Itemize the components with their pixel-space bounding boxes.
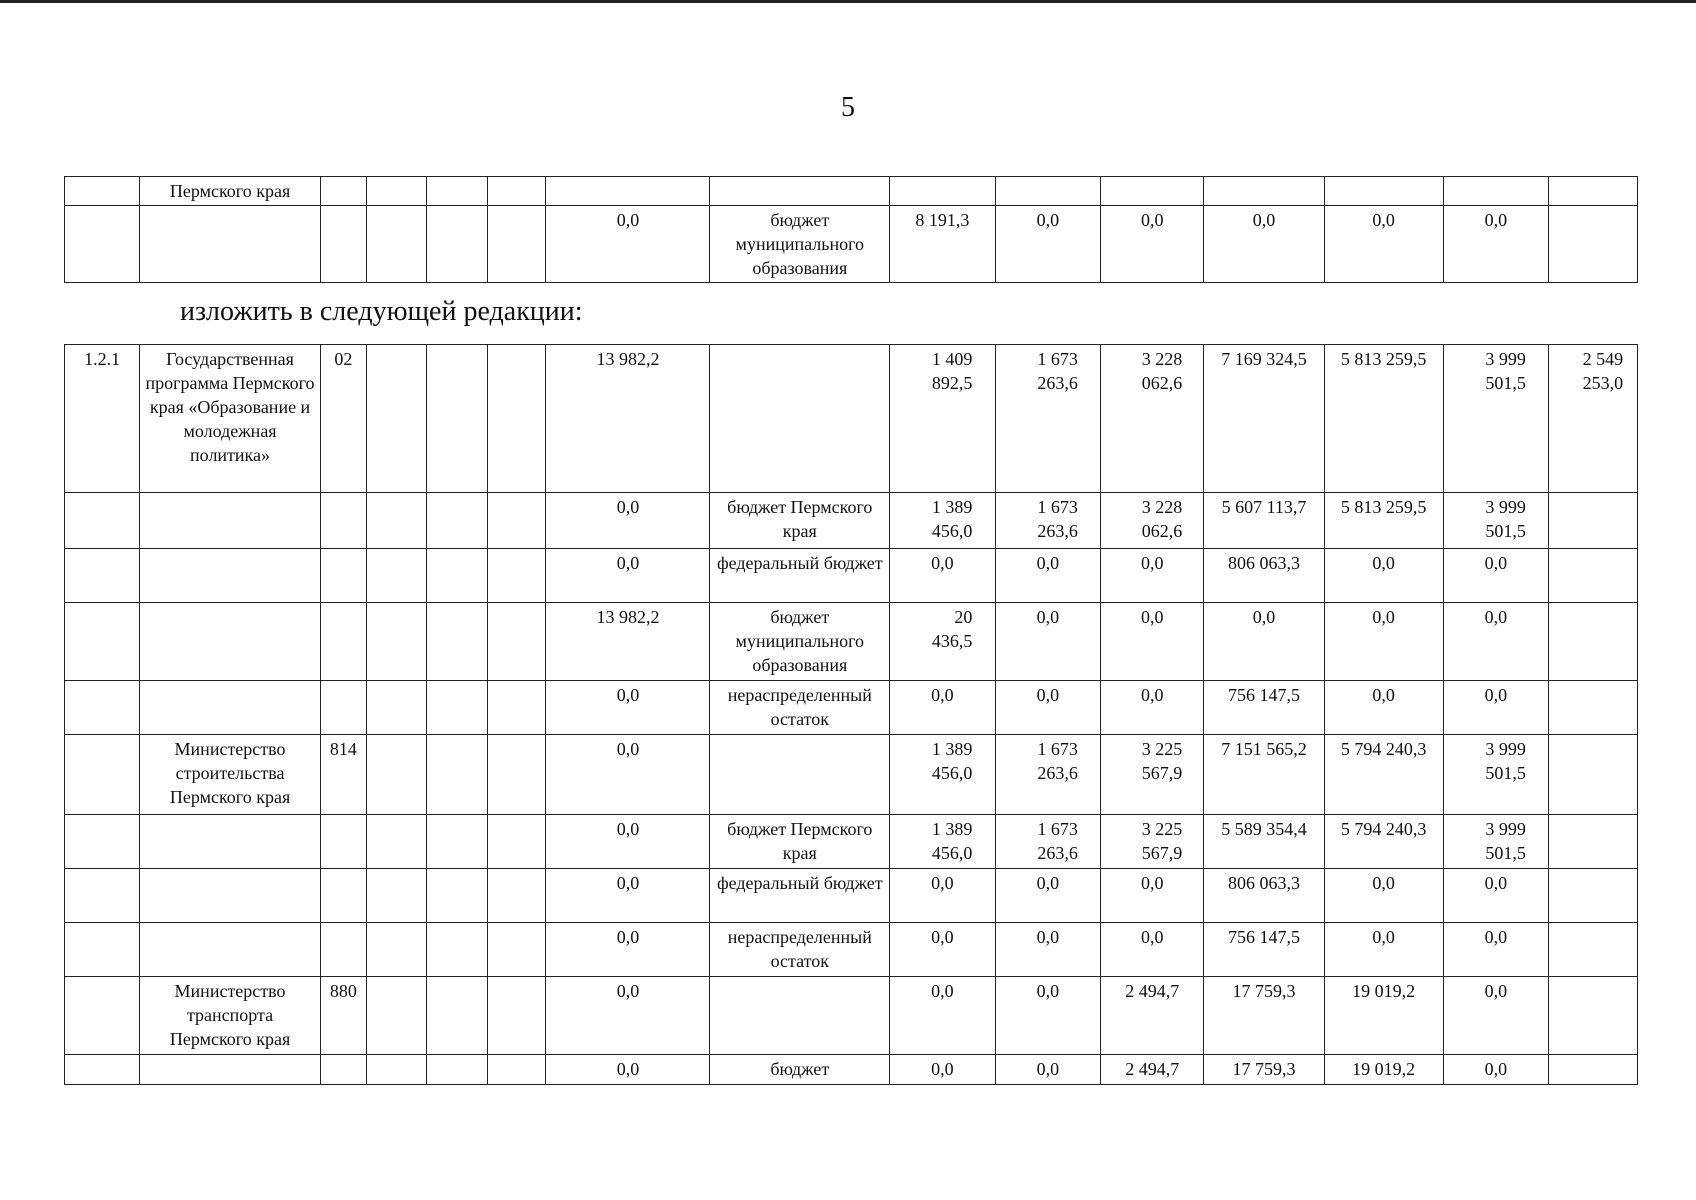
table-cell: Министерство транспорта Пермского края [140, 977, 321, 1055]
table-cell: 02 [320, 345, 366, 493]
table-cell [65, 603, 140, 681]
table-cell: 756 147,5 [1204, 681, 1324, 735]
table-cell: 0,0 [1101, 549, 1204, 603]
table-cell: нераспределенный остаток [710, 681, 890, 735]
table-cell: Министерство строительства Пермского края [140, 735, 321, 815]
table-cell: 0,0 [1324, 681, 1443, 735]
table-cell [1549, 549, 1638, 603]
table-cell [140, 206, 321, 283]
table-cell: бюджет муниципального образования [710, 603, 890, 681]
table-cell [710, 177, 890, 206]
table-cell [488, 177, 546, 206]
table-row [65, 493, 1638, 549]
table-cell [427, 493, 488, 549]
table-cell [488, 206, 546, 283]
table-cell [427, 977, 488, 1055]
table-cell [890, 177, 995, 206]
table-row [65, 603, 1638, 681]
table-cell: 13 982,2 [546, 345, 710, 493]
table-cell [366, 923, 427, 977]
table-cell [140, 493, 321, 549]
table-cell: 3 225 567,9 [1101, 735, 1204, 815]
table-row [65, 977, 1638, 1055]
table-cell: бюджет муниципального образования [710, 206, 890, 283]
table-cell [140, 681, 321, 735]
table-cell [995, 177, 1100, 206]
table-cell: 5 607 113,7 [1204, 493, 1324, 549]
table-cell [1549, 735, 1638, 815]
table-row [65, 206, 1638, 283]
table-cell: 2 549 253,0 [1549, 345, 1638, 493]
table-cell: 0,0 [995, 923, 1100, 977]
table-row [65, 735, 1638, 815]
table-cell: 0,0 [995, 1055, 1100, 1085]
table-cell: федеральный бюджет [710, 549, 890, 603]
table-cell: 0,0 [1204, 603, 1324, 681]
table-cell: 19 019,2 [1324, 1055, 1443, 1085]
table-cell: 1 673 263,6 [995, 345, 1100, 493]
table-cell [1549, 177, 1638, 206]
table-cell: 0,0 [1101, 681, 1204, 735]
table-cell [1101, 177, 1204, 206]
table-cell [1324, 177, 1443, 206]
table-cell [65, 869, 140, 923]
table-cell: 0,0 [1443, 206, 1548, 283]
table-cell [366, 735, 427, 815]
table-cell: 0,0 [995, 869, 1100, 923]
table-cell [488, 603, 546, 681]
table-cell [427, 177, 488, 206]
table-cell: 0,0 [995, 681, 1100, 735]
table-cell: 0,0 [1324, 206, 1443, 283]
table-cell [366, 206, 427, 283]
table-cell [140, 815, 321, 869]
table-cell [366, 603, 427, 681]
table-cell [140, 869, 321, 923]
table-cell: 0,0 [1101, 923, 1204, 977]
table-cell [488, 549, 546, 603]
table-cell: 1 673 263,6 [995, 493, 1100, 549]
table-cell: 1 389 456,0 [890, 493, 995, 549]
table-cell: 1 389 456,0 [890, 815, 995, 869]
table-cell: бюджет Пермского края [710, 493, 890, 549]
table-cell: бюджет Пермского края [710, 815, 890, 869]
table-cell [427, 923, 488, 977]
table-cell [65, 923, 140, 977]
table-cell: 0,0 [546, 549, 710, 603]
table-cell [320, 493, 366, 549]
table-cell [65, 681, 140, 735]
table-cell: бюджет [710, 1055, 890, 1085]
table-cell: 7 151 565,2 [1204, 735, 1324, 815]
table-cell [488, 681, 546, 735]
table-cell: 0,0 [546, 206, 710, 283]
table-cell [710, 735, 890, 815]
table-cell [366, 681, 427, 735]
table-cell [366, 869, 427, 923]
table-cell [427, 1055, 488, 1085]
amendment-phrase: изложить в следующей редакции: [180, 296, 583, 327]
table-cell [366, 549, 427, 603]
table-cell [1549, 923, 1638, 977]
table-cell: 0,0 [995, 603, 1100, 681]
table-cell: 0,0 [1324, 603, 1443, 681]
table-cell [140, 923, 321, 977]
table-row [65, 177, 1638, 206]
table-row [65, 1055, 1638, 1085]
table-cell [65, 977, 140, 1055]
table-cell: 1 389 456,0 [890, 735, 995, 815]
table-cell [65, 493, 140, 549]
table-cell [488, 977, 546, 1055]
table-cell: 0,0 [890, 869, 995, 923]
table-cell: 0,0 [546, 1055, 710, 1085]
table-cell [427, 206, 488, 283]
table-cell: 0,0 [546, 923, 710, 977]
table-cell: Государственная программа Пермского края «Образование и молодежная политика» [140, 345, 321, 493]
table-cell: 0,0 [1324, 923, 1443, 977]
table-cell: 3 228 062,6 [1101, 493, 1204, 549]
table-cell: 5 589 354,4 [1204, 815, 1324, 869]
table-cell [427, 735, 488, 815]
table-cell: 0,0 [546, 977, 710, 1055]
table-row [65, 681, 1638, 735]
table-cell: 3 999 501,5 [1443, 493, 1548, 549]
table-cell: 3 999 501,5 [1443, 735, 1548, 815]
table-cell [65, 177, 140, 206]
table-cell [320, 869, 366, 923]
table-cell: 0,0 [890, 549, 995, 603]
table-cell [427, 345, 488, 493]
table-cell [488, 815, 546, 869]
table-cell: 17 759,3 [1204, 1055, 1324, 1085]
page-number: 5 [841, 92, 855, 123]
table-cell [546, 177, 710, 206]
table-cell [366, 977, 427, 1055]
table-cell [427, 869, 488, 923]
table-cell: 3 228 062,6 [1101, 345, 1204, 493]
table-cell: 2 494,7 [1101, 977, 1204, 1055]
table-cell: 0,0 [1101, 206, 1204, 283]
table-cell: 7 169 324,5 [1204, 345, 1324, 493]
table-cell [488, 345, 546, 493]
table-cell: 880 [320, 977, 366, 1055]
table-cell: 20 436,5 [890, 603, 995, 681]
table-cell [65, 206, 140, 283]
table-cell: 1 673 263,6 [995, 815, 1100, 869]
table-cell: 0,0 [546, 493, 710, 549]
table-cell: 0,0 [1443, 923, 1548, 977]
table-cell: 0,0 [546, 681, 710, 735]
table-cell: 0,0 [546, 869, 710, 923]
table-cell: 1 409 892,5 [890, 345, 995, 493]
table-cell: 0,0 [890, 923, 995, 977]
table-cell: 2 494,7 [1101, 1055, 1204, 1085]
table-cell [320, 815, 366, 869]
table-cell [427, 681, 488, 735]
table-cell: 0,0 [995, 977, 1100, 1055]
table-cell: 0,0 [546, 815, 710, 869]
table-row [65, 345, 1638, 493]
table-cell [488, 869, 546, 923]
table-cell: 5 794 240,3 [1324, 735, 1443, 815]
table-cell: 19 019,2 [1324, 977, 1443, 1055]
table-cell [1443, 177, 1548, 206]
table-cell [366, 345, 427, 493]
table-cell [1204, 177, 1324, 206]
budget-table-continuation [64, 176, 1638, 283]
table-cell: федеральный бюджет [710, 869, 890, 923]
table-cell [488, 923, 546, 977]
table-cell [65, 735, 140, 815]
table-cell: 0,0 [1443, 603, 1548, 681]
table-cell: 0,0 [995, 206, 1100, 283]
table-cell [488, 1055, 546, 1085]
table-cell: 806 063,3 [1204, 869, 1324, 923]
table-cell: 0,0 [1101, 869, 1204, 923]
table-cell [65, 549, 140, 603]
table-cell [140, 1055, 321, 1085]
table-cell [427, 549, 488, 603]
table-cell [320, 177, 366, 206]
table-cell: 0,0 [995, 549, 1100, 603]
table-cell: 5 794 240,3 [1324, 815, 1443, 869]
table-cell [366, 493, 427, 549]
table-cell: 5 813 259,5 [1324, 493, 1443, 549]
table-cell [1549, 206, 1638, 283]
table-cell [1549, 493, 1638, 549]
table-cell: 0,0 [1324, 549, 1443, 603]
table-cell [427, 815, 488, 869]
table-cell [320, 1055, 366, 1085]
table-cell [366, 815, 427, 869]
table-cell [1549, 977, 1638, 1055]
table-cell: 3 225 567,9 [1101, 815, 1204, 869]
table-cell [320, 549, 366, 603]
table-cell [1549, 869, 1638, 923]
table-cell: 5 813 259,5 [1324, 345, 1443, 493]
table-cell: 806 063,3 [1204, 549, 1324, 603]
table-row [65, 549, 1638, 603]
table-cell: 8 191,3 [890, 206, 995, 283]
table-cell: 0,0 [1443, 869, 1548, 923]
scan-top-border [0, 0, 1696, 3]
table-cell: 1 673 263,6 [995, 735, 1100, 815]
table-cell [320, 923, 366, 977]
table-cell: Пермского края [140, 177, 321, 206]
table-cell [488, 493, 546, 549]
table-cell: 17 759,3 [1204, 977, 1324, 1055]
table-cell: 0,0 [1443, 681, 1548, 735]
table-cell: нераспределенный остаток [710, 923, 890, 977]
table-cell: 0,0 [1324, 869, 1443, 923]
table-cell [366, 177, 427, 206]
table-cell: 0,0 [1443, 549, 1548, 603]
table-cell: 756 147,5 [1204, 923, 1324, 977]
table-cell: 0,0 [890, 1055, 995, 1085]
table-row [65, 923, 1638, 977]
table-cell [320, 206, 366, 283]
table-cell [710, 977, 890, 1055]
table-cell: 0,0 [1204, 206, 1324, 283]
table-cell [1549, 815, 1638, 869]
table-cell: 0,0 [890, 977, 995, 1055]
table-cell [140, 549, 321, 603]
table-cell [140, 603, 321, 681]
table-cell [488, 735, 546, 815]
table-row [65, 815, 1638, 869]
table-cell: 13 982,2 [546, 603, 710, 681]
table-cell [65, 815, 140, 869]
table-cell [1549, 1055, 1638, 1085]
table-cell [320, 681, 366, 735]
table-row [65, 869, 1638, 923]
table-cell [1549, 603, 1638, 681]
table-cell [320, 603, 366, 681]
table-cell [427, 603, 488, 681]
table-cell [65, 1055, 140, 1085]
table-cell: 3 999 501,5 [1443, 815, 1548, 869]
budget-table-new-edition [64, 344, 1638, 1085]
table-cell [366, 1055, 427, 1085]
table-cell: 0,0 [890, 681, 995, 735]
table-cell: 0,0 [1443, 1055, 1548, 1085]
table-cell: 0,0 [546, 735, 710, 815]
table-cell: 0,0 [1101, 603, 1204, 681]
table-cell [1549, 681, 1638, 735]
table-cell: 814 [320, 735, 366, 815]
table-cell: 1.2.1 [65, 345, 140, 493]
table-cell [710, 345, 890, 493]
table-cell: 0,0 [1443, 977, 1548, 1055]
table-cell: 3 999 501,5 [1443, 345, 1548, 493]
